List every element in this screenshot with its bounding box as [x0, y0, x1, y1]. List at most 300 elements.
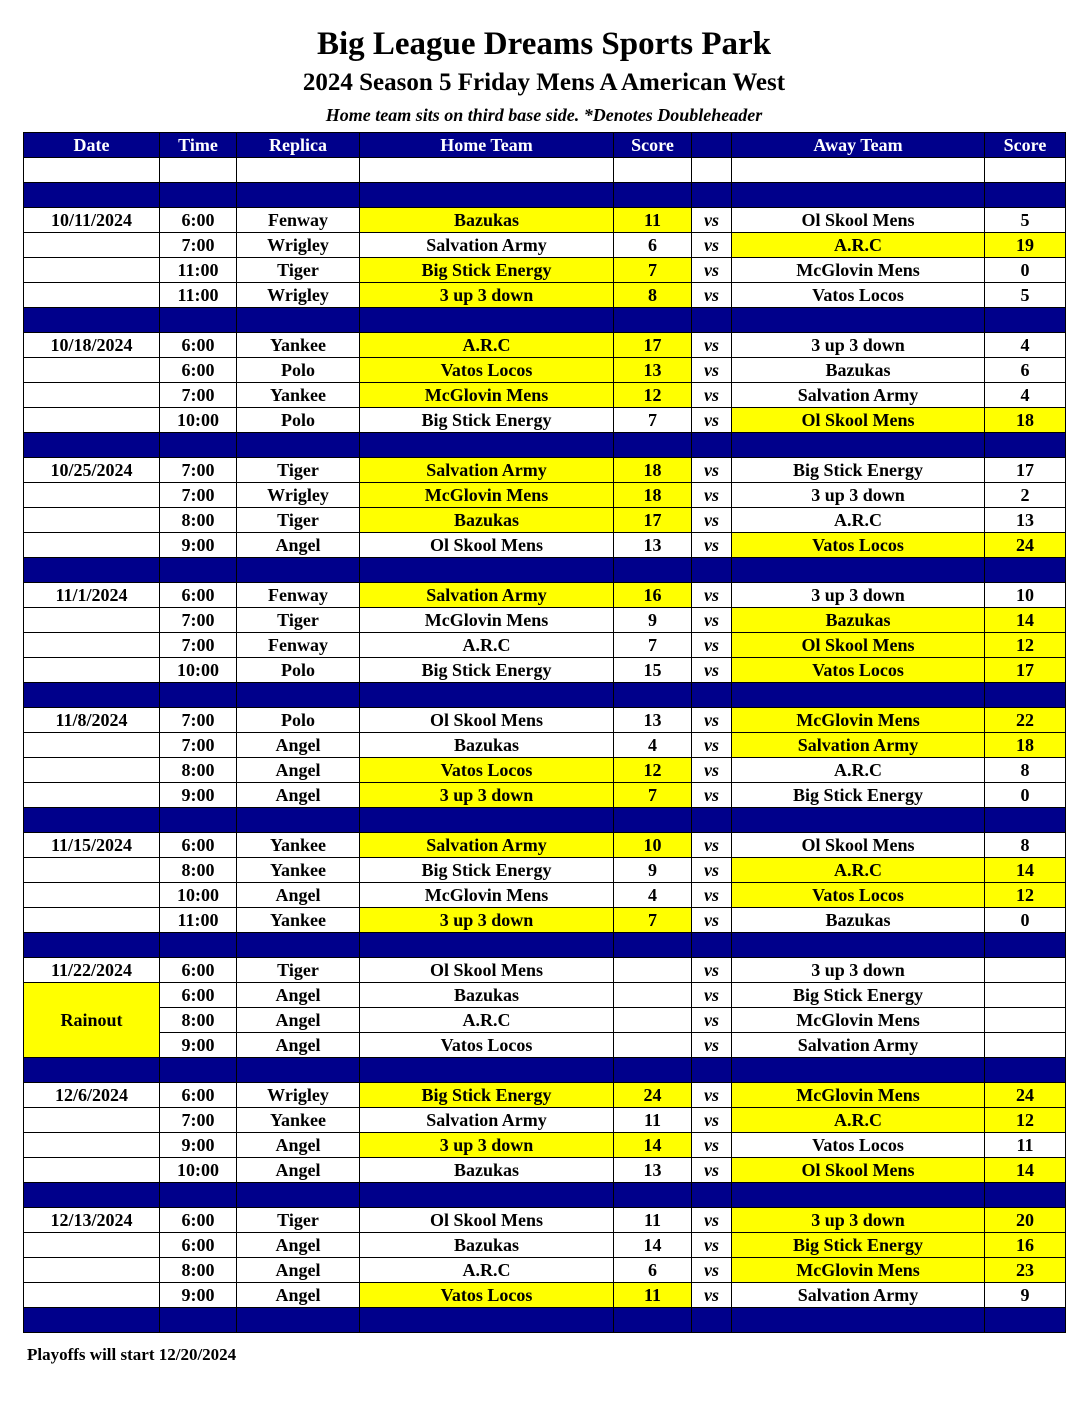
- game-row: [24, 458, 1066, 483]
- game-time: 7:00: [160, 233, 237, 258]
- vs-label: vs: [692, 408, 732, 433]
- game-date-empty: [24, 1133, 160, 1158]
- away-team: A.R.C: [732, 508, 985, 533]
- vs-label: vs: [692, 858, 732, 883]
- away-score: 19: [985, 233, 1066, 258]
- vs-label: vs: [692, 658, 732, 683]
- home-score: 14: [614, 1133, 692, 1158]
- home-team: 3 up 3 down: [360, 1133, 614, 1158]
- home-team: Bazukas: [360, 1233, 614, 1258]
- game-date-empty: [24, 633, 160, 658]
- home-team: McGlovin Mens: [360, 608, 614, 633]
- home-score: 9: [614, 858, 692, 883]
- home-score: 17: [614, 508, 692, 533]
- home-score: 11: [614, 1283, 692, 1308]
- game-replica: Angel: [237, 533, 360, 558]
- home-team: A.R.C: [360, 1008, 614, 1033]
- away-team: A.R.C: [732, 1108, 985, 1133]
- game-date: 11/22/2024: [24, 958, 160, 983]
- home-team: Big Stick Energy: [360, 658, 614, 683]
- game-replica: Yankee: [237, 333, 360, 358]
- game-time: 9:00: [160, 1033, 237, 1058]
- game-date: 11/1/2024: [24, 583, 160, 608]
- away-team: 3 up 3 down: [732, 333, 985, 358]
- away-score: 17: [985, 458, 1066, 483]
- page-title: Big League Dreams Sports Park: [316, 26, 772, 62]
- game-row: [24, 783, 1066, 808]
- game-time: 11:00: [160, 908, 237, 933]
- home-team: Salvation Army: [360, 233, 614, 258]
- away-team: Ol Skool Mens: [732, 633, 985, 658]
- away-team: Salvation Army: [732, 733, 985, 758]
- away-team: McGlovin Mens: [732, 708, 985, 733]
- game-row: [24, 1233, 1066, 1258]
- away-team: Ol Skool Mens: [732, 408, 985, 433]
- away-team: 3 up 3 down: [732, 1208, 985, 1233]
- home-team: Big Stick Energy: [360, 258, 614, 283]
- home-team: Ol Skool Mens: [360, 958, 614, 983]
- away-team: Bazukas: [732, 358, 985, 383]
- away-score: 24: [985, 533, 1066, 558]
- footer-note: Playoffs will start 12/20/2024: [27, 1345, 237, 1364]
- home-score: 4: [614, 733, 692, 758]
- away-team: Big Stick Energy: [732, 783, 985, 808]
- home-score: 14: [614, 1233, 692, 1258]
- week-separator-row: [24, 1308, 1066, 1333]
- game-replica: Polo: [237, 408, 360, 433]
- game-date-empty: [24, 658, 160, 683]
- vs-label: vs: [692, 783, 732, 808]
- away-team: A.R.C: [732, 858, 985, 883]
- away-team: Vatos Locos: [732, 658, 985, 683]
- page-note: Home team sits on third base side. *Denotes Doubleheader: [325, 105, 763, 125]
- home-score: 7: [614, 258, 692, 283]
- game-replica: Angel: [237, 1158, 360, 1183]
- away-score: 12: [985, 1108, 1066, 1133]
- game-time: 6:00: [160, 958, 237, 983]
- blank-row: [24, 158, 1066, 183]
- game-replica: Angel: [237, 1008, 360, 1033]
- game-date-empty: [24, 233, 160, 258]
- game-time: 10:00: [160, 658, 237, 683]
- away-team: Vatos Locos: [732, 283, 985, 308]
- away-score: 8: [985, 833, 1066, 858]
- game-replica: Tiger: [237, 1208, 360, 1233]
- home-score: 7: [614, 408, 692, 433]
- col-home-score-header: Score: [614, 133, 692, 158]
- home-score: 8: [614, 283, 692, 308]
- vs-label: vs: [692, 1258, 732, 1283]
- away-score: 10: [985, 583, 1066, 608]
- col-time-header: Time: [160, 133, 237, 158]
- game-date: 11/8/2024: [24, 708, 160, 733]
- game-row: [24, 858, 1066, 883]
- away-score: 12: [985, 883, 1066, 908]
- game-replica: Angel: [237, 1233, 360, 1258]
- home-team: Ol Skool Mens: [360, 1208, 614, 1233]
- game-time: 7:00: [160, 733, 237, 758]
- game-date-empty: [24, 1108, 160, 1133]
- away-score: 23: [985, 1258, 1066, 1283]
- away-score: 20: [985, 1208, 1066, 1233]
- game-replica: Angel: [237, 1033, 360, 1058]
- game-row: [24, 883, 1066, 908]
- game-replica: Wrigley: [237, 283, 360, 308]
- vs-label: vs: [692, 1033, 732, 1058]
- game-replica: Polo: [237, 708, 360, 733]
- game-replica: Yankee: [237, 383, 360, 408]
- week-separator-row: [24, 683, 1066, 708]
- away-score: 16: [985, 1233, 1066, 1258]
- game-replica: Angel: [237, 733, 360, 758]
- game-time: 7:00: [160, 458, 237, 483]
- home-score: 11: [614, 208, 692, 233]
- page-subtitle: 2024 Season 5 Friday Mens A American West: [302, 69, 786, 96]
- home-team: Ol Skool Mens: [360, 708, 614, 733]
- game-date-empty: [24, 408, 160, 433]
- home-team: Salvation Army: [360, 833, 614, 858]
- away-score: 12: [985, 633, 1066, 658]
- game-row: [24, 958, 1066, 983]
- rainout-label: Rainout: [24, 983, 160, 1058]
- week-separator-row: [24, 933, 1066, 958]
- game-replica: Fenway: [237, 208, 360, 233]
- game-row: [24, 383, 1066, 408]
- game-replica: Tiger: [237, 458, 360, 483]
- away-score: 24: [985, 1083, 1066, 1108]
- home-team: McGlovin Mens: [360, 883, 614, 908]
- home-score: [614, 1033, 692, 1058]
- home-score: 11: [614, 1208, 692, 1233]
- game-date: 10/18/2024: [24, 333, 160, 358]
- vs-label: vs: [692, 958, 732, 983]
- home-score: [614, 1008, 692, 1033]
- away-team: Salvation Army: [732, 1283, 985, 1308]
- game-row: [24, 533, 1066, 558]
- away-score: 9: [985, 1283, 1066, 1308]
- home-team: Big Stick Energy: [360, 1083, 614, 1108]
- home-score: 7: [614, 633, 692, 658]
- away-team: McGlovin Mens: [732, 1258, 985, 1283]
- game-row: [24, 1033, 1066, 1058]
- game-replica: Angel: [237, 1258, 360, 1283]
- away-team: Big Stick Energy: [732, 983, 985, 1008]
- vs-label: vs: [692, 1283, 732, 1308]
- week-separator-row: [24, 558, 1066, 583]
- game-time: 6:00: [160, 983, 237, 1008]
- away-score: 4: [985, 383, 1066, 408]
- away-score: [985, 1008, 1066, 1033]
- game-replica: Wrigley: [237, 233, 360, 258]
- away-score: 8: [985, 758, 1066, 783]
- home-score: [614, 983, 692, 1008]
- away-team: Bazukas: [732, 908, 985, 933]
- home-team: 3 up 3 down: [360, 283, 614, 308]
- header-row: [24, 133, 1066, 158]
- home-team: McGlovin Mens: [360, 483, 614, 508]
- away-score: [985, 958, 1066, 983]
- vs-label: vs: [692, 1208, 732, 1233]
- game-replica: Tiger: [237, 608, 360, 633]
- away-team: Salvation Army: [732, 1033, 985, 1058]
- game-time: 7:00: [160, 1108, 237, 1133]
- game-time: 7:00: [160, 608, 237, 633]
- game-time: 10:00: [160, 883, 237, 908]
- game-date-empty: [24, 1283, 160, 1308]
- game-time: 6:00: [160, 583, 237, 608]
- vs-label: vs: [692, 1083, 732, 1108]
- away-score: 13: [985, 508, 1066, 533]
- home-team: Salvation Army: [360, 583, 614, 608]
- vs-label: vs: [692, 533, 732, 558]
- week-separator-row: [24, 183, 1066, 208]
- game-row: [24, 1283, 1066, 1308]
- game-date-empty: [24, 608, 160, 633]
- vs-label: vs: [692, 708, 732, 733]
- home-team: A.R.C: [360, 1258, 614, 1283]
- game-time: 8:00: [160, 1008, 237, 1033]
- home-team: Salvation Army: [360, 1108, 614, 1133]
- game-row: [24, 758, 1066, 783]
- game-replica: Tiger: [237, 958, 360, 983]
- away-team: Vatos Locos: [732, 883, 985, 908]
- game-row: [24, 1133, 1066, 1158]
- home-team: Bazukas: [360, 733, 614, 758]
- home-team: Bazukas: [360, 208, 614, 233]
- game-replica: Polo: [237, 658, 360, 683]
- away-score: 4: [985, 333, 1066, 358]
- away-team: McGlovin Mens: [732, 258, 985, 283]
- game-replica: Wrigley: [237, 1083, 360, 1108]
- home-team: Vatos Locos: [360, 1033, 614, 1058]
- game-time: 9:00: [160, 1283, 237, 1308]
- vs-label: vs: [692, 1008, 732, 1033]
- vs-label: vs: [692, 208, 732, 233]
- game-date-empty: [24, 1258, 160, 1283]
- game-replica: Fenway: [237, 633, 360, 658]
- away-score: [985, 1033, 1066, 1058]
- away-score: 22: [985, 708, 1066, 733]
- game-replica: Tiger: [237, 258, 360, 283]
- game-row: [24, 1108, 1066, 1133]
- game-date-empty: [24, 908, 160, 933]
- away-team: A.R.C: [732, 758, 985, 783]
- game-row: [24, 483, 1066, 508]
- game-time: 6:00: [160, 1208, 237, 1233]
- game-time: 8:00: [160, 758, 237, 783]
- week-separator-row: [24, 433, 1066, 458]
- home-team: Bazukas: [360, 1158, 614, 1183]
- game-time: 9:00: [160, 533, 237, 558]
- home-score: 13: [614, 358, 692, 383]
- home-team: Big Stick Energy: [360, 408, 614, 433]
- away-team: A.R.C: [732, 233, 985, 258]
- week-separator-row: [24, 308, 1066, 333]
- vs-label: vs: [692, 733, 732, 758]
- home-team: A.R.C: [360, 333, 614, 358]
- away-team: Vatos Locos: [732, 533, 985, 558]
- game-date-empty: [24, 733, 160, 758]
- game-time: 6:00: [160, 358, 237, 383]
- home-score: 10: [614, 833, 692, 858]
- game-date-empty: [24, 358, 160, 383]
- home-score: 24: [614, 1083, 692, 1108]
- game-date-empty: [24, 1233, 160, 1258]
- home-score: 16: [614, 583, 692, 608]
- vs-label: vs: [692, 833, 732, 858]
- game-time: 6:00: [160, 1233, 237, 1258]
- col-replica-header: Replica: [237, 133, 360, 158]
- schedule-body: [24, 158, 1066, 1333]
- away-score: 14: [985, 1158, 1066, 1183]
- game-date: 10/11/2024: [24, 208, 160, 233]
- game-time: 6:00: [160, 333, 237, 358]
- page-header: [0, 0, 1088, 128]
- away-team: Ol Skool Mens: [732, 1158, 985, 1183]
- away-score: 17: [985, 658, 1066, 683]
- home-score: 18: [614, 458, 692, 483]
- game-time: 10:00: [160, 408, 237, 433]
- home-team: Big Stick Energy: [360, 858, 614, 883]
- game-date: 11/15/2024: [24, 833, 160, 858]
- home-score: 15: [614, 658, 692, 683]
- game-time: 11:00: [160, 283, 237, 308]
- game-row: [24, 258, 1066, 283]
- game-time: 7:00: [160, 483, 237, 508]
- game-time: 9:00: [160, 1133, 237, 1158]
- game-time: 6:00: [160, 208, 237, 233]
- vs-label: vs: [692, 758, 732, 783]
- vs-label: vs: [692, 908, 732, 933]
- col-away-score-header: Score: [985, 133, 1066, 158]
- game-date-empty: [24, 258, 160, 283]
- week-separator-row: [24, 808, 1066, 833]
- away-score: 18: [985, 408, 1066, 433]
- vs-label: vs: [692, 333, 732, 358]
- game-replica: Polo: [237, 358, 360, 383]
- home-score: 17: [614, 333, 692, 358]
- home-score: 18: [614, 483, 692, 508]
- vs-label: vs: [692, 1133, 732, 1158]
- game-date: 12/6/2024: [24, 1083, 160, 1108]
- home-score: 13: [614, 1158, 692, 1183]
- away-team: 3 up 3 down: [732, 483, 985, 508]
- away-score: 0: [985, 258, 1066, 283]
- away-team: 3 up 3 down: [732, 958, 985, 983]
- game-time: 11:00: [160, 258, 237, 283]
- game-row: [24, 1083, 1066, 1108]
- away-team: McGlovin Mens: [732, 1083, 985, 1108]
- vs-label: vs: [692, 608, 732, 633]
- away-team: 3 up 3 down: [732, 583, 985, 608]
- game-row: [24, 833, 1066, 858]
- home-score: 6: [614, 233, 692, 258]
- game-date-empty: [24, 533, 160, 558]
- game-time: 6:00: [160, 1083, 237, 1108]
- away-score: [985, 983, 1066, 1008]
- vs-label: vs: [692, 258, 732, 283]
- game-time: 8:00: [160, 1258, 237, 1283]
- col-date-header: Date: [24, 133, 160, 158]
- home-score: 13: [614, 708, 692, 733]
- game-row: [24, 908, 1066, 933]
- away-score: 5: [985, 208, 1066, 233]
- game-replica: Fenway: [237, 583, 360, 608]
- game-date: 12/13/2024: [24, 1208, 160, 1233]
- vs-label: vs: [692, 283, 732, 308]
- game-row: [24, 208, 1066, 233]
- away-score: 0: [985, 908, 1066, 933]
- vs-label: vs: [692, 233, 732, 258]
- week-separator-row: [24, 1058, 1066, 1083]
- game-row: [24, 658, 1066, 683]
- game-date-empty: [24, 283, 160, 308]
- game-replica: Yankee: [237, 908, 360, 933]
- away-score: 18: [985, 733, 1066, 758]
- game-date: 10/25/2024: [24, 458, 160, 483]
- home-team: Vatos Locos: [360, 758, 614, 783]
- away-team: Big Stick Energy: [732, 458, 985, 483]
- home-score: 11: [614, 1108, 692, 1133]
- home-score: 7: [614, 783, 692, 808]
- game-replica: Yankee: [237, 833, 360, 858]
- week-separator-row: [24, 1183, 1066, 1208]
- game-time: 9:00: [160, 783, 237, 808]
- game-row: [24, 708, 1066, 733]
- game-replica: Tiger: [237, 508, 360, 533]
- game-row: [24, 633, 1066, 658]
- game-replica: Angel: [237, 1283, 360, 1308]
- game-replica: Angel: [237, 983, 360, 1008]
- vs-label: vs: [692, 483, 732, 508]
- away-score: 2: [985, 483, 1066, 508]
- game-row: [24, 1258, 1066, 1283]
- game-date-empty: [24, 483, 160, 508]
- game-replica: Angel: [237, 758, 360, 783]
- home-team: Bazukas: [360, 508, 614, 533]
- home-score: 12: [614, 758, 692, 783]
- game-time: 7:00: [160, 708, 237, 733]
- game-time: 8:00: [160, 508, 237, 533]
- game-date-empty: [24, 858, 160, 883]
- home-team: 3 up 3 down: [360, 908, 614, 933]
- vs-label: vs: [692, 358, 732, 383]
- away-team: Ol Skool Mens: [732, 208, 985, 233]
- col-home-team-header: Home Team: [360, 133, 614, 158]
- home-score: 9: [614, 608, 692, 633]
- col-vs-header: [692, 133, 732, 158]
- game-date-empty: [24, 783, 160, 808]
- game-replica: Angel: [237, 783, 360, 808]
- away-score: 11: [985, 1133, 1066, 1158]
- game-row: [24, 408, 1066, 433]
- vs-label: vs: [692, 1108, 732, 1133]
- game-replica: Angel: [237, 883, 360, 908]
- game-time: 7:00: [160, 383, 237, 408]
- game-row: [24, 583, 1066, 608]
- home-score: [614, 958, 692, 983]
- col-away-team-header: Away Team: [732, 133, 985, 158]
- home-team: Bazukas: [360, 983, 614, 1008]
- vs-label: vs: [692, 983, 732, 1008]
- game-row: [24, 333, 1066, 358]
- away-score: 5: [985, 283, 1066, 308]
- home-score: 7: [614, 908, 692, 933]
- vs-label: vs: [692, 1233, 732, 1258]
- game-row: [24, 1208, 1066, 1233]
- game-row: [24, 983, 1066, 1008]
- away-score: 6: [985, 358, 1066, 383]
